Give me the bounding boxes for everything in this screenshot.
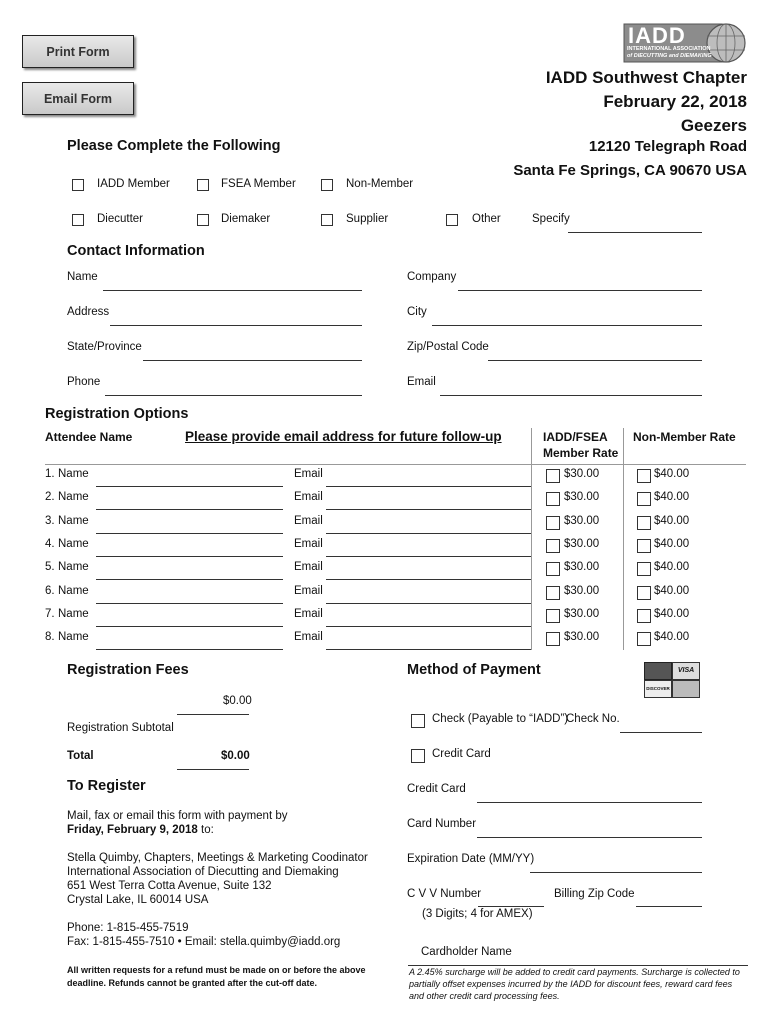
- attendee-number: 6.: [45, 584, 55, 597]
- register-phone: Phone: 1-815-455-7519: [67, 922, 189, 934]
- attendee-email-field[interactable]: [326, 533, 531, 534]
- attendee-email-label: Email: [294, 631, 323, 644]
- name-label: Name: [67, 271, 98, 283]
- attendee-email-field[interactable]: [326, 579, 531, 580]
- register-heading: To Register: [67, 778, 146, 794]
- attendee-email-label: Email: [294, 514, 323, 527]
- non-member-rate-price: $40.00: [654, 584, 690, 597]
- attendee-name-label: Name: [58, 561, 89, 574]
- logo-line2: of DIECUTTING and DIEMAKING: [627, 53, 712, 59]
- logo-line1: INTERNATIONAL ASSOCIATION: [627, 46, 711, 52]
- diemaker-label: Diemaker: [221, 213, 271, 225]
- attendee-email-label: Email: [294, 561, 323, 574]
- attendee-email-label: Email: [294, 491, 323, 504]
- register-street: 651 West Terra Cotta Avenue, Suite 132: [67, 880, 272, 892]
- non-member-rate-checkbox[interactable]: [637, 586, 651, 600]
- discover-icon: DISCOVER: [644, 680, 672, 698]
- member-rate-price: $30.00: [564, 631, 600, 644]
- column-divider-2: [623, 428, 624, 650]
- fees-heading: Registration Fees: [67, 662, 189, 678]
- non-member-rate-price: $40.00: [654, 491, 690, 504]
- iadd-logo: [622, 22, 746, 64]
- attendee-name-label: Name: [58, 514, 89, 527]
- attendee-name-field[interactable]: [96, 486, 283, 487]
- card-logos: [644, 662, 700, 698]
- print-form-button[interactable]: Print Form: [22, 35, 134, 68]
- logo-brand: IADD: [628, 23, 686, 48]
- member-rate-checkbox[interactable]: [546, 516, 560, 530]
- credit-card-option-label: Credit Card: [432, 748, 491, 760]
- attendee-name-field[interactable]: [96, 533, 283, 534]
- specify-field[interactable]: [568, 232, 702, 233]
- credit-card-checkbox[interactable]: [411, 749, 425, 763]
- member-rate-checkbox[interactable]: [546, 469, 560, 483]
- non-member-rate-checkbox[interactable]: [637, 632, 651, 646]
- non-member-rate-header: Non-Member Rate: [633, 430, 736, 444]
- attendee-email-label: Email: [294, 537, 323, 550]
- member-rate-price: $30.00: [564, 514, 600, 527]
- attendee-name-field[interactable]: [96, 556, 283, 557]
- billing-zip-label: Billing Zip Code: [554, 888, 635, 900]
- email-label: Email: [407, 376, 436, 388]
- supplier-checkbox[interactable]: [321, 214, 333, 226]
- refund-policy: All written requests for a refund must be made on or before the above deadline. Refunds cannot be granted after the cut-off date.: [67, 965, 366, 988]
- member-rate-price: $30.00: [564, 491, 600, 504]
- total-amount: $0.00: [221, 750, 250, 762]
- attendee-name-field[interactable]: [96, 626, 283, 627]
- cvv-label: C V V Number: [407, 888, 482, 900]
- attendee-email-field[interactable]: [326, 603, 531, 604]
- iadd-member-label: IADD Member: [97, 178, 170, 190]
- email-form-button[interactable]: Email Form: [22, 82, 134, 115]
- attendee-email-label: Email: [294, 607, 323, 620]
- zip-field[interactable]: [488, 360, 702, 361]
- non-member-rate-price: $40.00: [654, 561, 690, 574]
- member-rate-checkbox[interactable]: [546, 562, 560, 576]
- non-member-rate-price: $40.00: [654, 537, 690, 550]
- non-member-rate-price: $40.00: [654, 607, 690, 620]
- non-member-checkbox[interactable]: [321, 179, 333, 191]
- register-org: International Association of Diecutting and Diemaking: [67, 866, 339, 878]
- non-member-rate-checkbox[interactable]: [637, 492, 651, 506]
- attendee-name-label: Name: [58, 468, 89, 480]
- event-city: Santa Fe Springs, CA 90670 USA: [513, 162, 747, 179]
- diemaker-checkbox[interactable]: [197, 214, 209, 226]
- attendee-name-label: Name: [58, 631, 89, 644]
- check-label: Check (Payable to “IADD”): [432, 713, 569, 725]
- cvv-field[interactable]: [478, 906, 544, 907]
- name-field[interactable]: [103, 290, 362, 291]
- check-no-label: Check No.: [566, 713, 620, 725]
- specify-label: Specify: [532, 213, 570, 225]
- zip-label: Zip/Postal Code: [407, 341, 489, 353]
- table-header-rule: [45, 464, 746, 465]
- attendee-name-field[interactable]: [96, 649, 283, 650]
- non-member-rate-price: $40.00: [654, 468, 690, 480]
- attendee-number: 4.: [45, 537, 55, 550]
- attendee-number: 2.: [45, 491, 55, 504]
- total-line: [177, 769, 249, 770]
- iadd-member-checkbox[interactable]: [72, 179, 84, 191]
- supplier-label: Supplier: [346, 213, 389, 225]
- non-member-label: Non-Member: [346, 178, 414, 190]
- contact-heading: Contact Information: [67, 243, 205, 259]
- non-member-rate-checkbox[interactable]: [637, 516, 651, 530]
- complete-heading: Please Complete the Following: [67, 138, 281, 154]
- amex-icon: [672, 680, 700, 698]
- member-rate-price: $30.00: [564, 468, 600, 480]
- non-member-rate-price: $40.00: [654, 514, 690, 527]
- city-label: City: [407, 306, 427, 318]
- event-date: February 22, 2018: [603, 92, 747, 111]
- attendee-name-label: Name: [58, 584, 89, 597]
- company-field[interactable]: [458, 290, 702, 291]
- fsea-member-label: FSEA Member: [221, 178, 296, 190]
- register-to: to:: [197, 824, 214, 836]
- address-field[interactable]: [110, 325, 362, 326]
- phone-field[interactable]: [105, 395, 362, 396]
- card-number-field[interactable]: [477, 837, 702, 838]
- cardholder-label: Cardholder Name: [421, 946, 512, 958]
- city-field[interactable]: [432, 325, 702, 326]
- member-rate-price: $30.00: [564, 537, 600, 550]
- mastercard-icon: [644, 662, 672, 680]
- surcharge-note: A 2.45% surcharge will be added to credit card payments. Surcharge is collected to partially offset expenses incurred by the IADD for discount fees, reward card fees and other credit card processing fees.: [409, 967, 740, 1001]
- member-rate-checkbox[interactable]: [546, 609, 560, 623]
- attendee-name-label: Name: [58, 491, 89, 504]
- non-member-rate-checkbox[interactable]: [637, 539, 651, 553]
- check-no-field[interactable]: [620, 732, 702, 733]
- credit-card-label: Credit Card: [407, 783, 466, 795]
- member-rate-header-1: IADD/FSEA: [543, 430, 608, 444]
- attendee-name-field[interactable]: [96, 579, 283, 580]
- member-rate-price: $30.00: [564, 561, 600, 574]
- column-divider-1: [531, 428, 532, 650]
- member-rate-checkbox[interactable]: [546, 632, 560, 646]
- attendee-name-field[interactable]: [96, 509, 283, 510]
- other-checkbox[interactable]: [446, 214, 458, 226]
- attendee-number: 8.: [45, 631, 55, 644]
- event-street: 12120 Telegraph Road: [588, 138, 747, 155]
- diecutter-checkbox[interactable]: [72, 214, 84, 226]
- payment-heading: Method of Payment: [407, 662, 541, 678]
- address-label: Address: [67, 306, 110, 318]
- expiration-label: Expiration Date (MM/YY): [407, 853, 535, 865]
- register-contact: Stella Quimby, Chapters, Meetings & Marketing Coodinator: [67, 852, 368, 864]
- attendee-name-field[interactable]: [96, 603, 283, 604]
- member-rate-checkbox[interactable]: [546, 539, 560, 553]
- attendee-email-field[interactable]: [326, 649, 531, 650]
- other-label: Other: [472, 213, 501, 225]
- visa-icon: VISA: [672, 662, 700, 680]
- fee-amount-line: [177, 714, 249, 715]
- attendee-email-field[interactable]: [326, 486, 531, 487]
- member-rate-price: $30.00: [564, 607, 600, 620]
- attendee-email-field[interactable]: [326, 556, 531, 557]
- total-label: Total: [67, 750, 94, 762]
- email-note: Please provide email address for future follow-up: [185, 429, 502, 444]
- attendee-name-header: Attendee Name: [45, 430, 133, 444]
- attendee-name-label: Name: [58, 537, 89, 550]
- attendee-number: 3.: [45, 514, 55, 527]
- state-label: State/Province: [67, 341, 142, 353]
- registration-heading: Registration Options: [45, 406, 189, 422]
- cvv-note: (3 Digits; 4 for AMEX): [422, 908, 533, 920]
- attendee-number: 5.: [45, 561, 55, 574]
- member-rate-checkbox[interactable]: [546, 492, 560, 506]
- register-deadline: Friday, February 9, 2018: [67, 824, 198, 836]
- credit-card-field[interactable]: [477, 802, 702, 803]
- event-venue: Geezers: [680, 116, 747, 135]
- fee-amount: $0.00: [223, 695, 252, 707]
- member-rate-header-2: Member Rate: [543, 446, 619, 460]
- phone-label: Phone: [67, 376, 101, 388]
- subtotal-label: Registration Subtotal: [67, 722, 174, 734]
- non-member-rate-checkbox[interactable]: [637, 562, 651, 576]
- attendee-email-label: Email: [294, 468, 323, 480]
- non-member-rate-checkbox[interactable]: [637, 609, 651, 623]
- email-field[interactable]: [440, 395, 702, 396]
- fsea-member-checkbox[interactable]: [197, 179, 209, 191]
- member-rate-price: $30.00: [564, 584, 600, 597]
- attendee-number: 7.: [45, 607, 55, 620]
- attendee-email-label: Email: [294, 584, 323, 597]
- expiration-field[interactable]: [530, 872, 702, 873]
- attendee-email-field[interactable]: [326, 626, 531, 627]
- attendee-name-label: Name: [58, 607, 89, 620]
- event-title: IADD Southwest Chapter: [545, 68, 747, 87]
- state-field[interactable]: [143, 360, 362, 361]
- check-payment-checkbox[interactable]: [411, 714, 425, 728]
- member-rate-checkbox[interactable]: [546, 586, 560, 600]
- billing-zip-field[interactable]: [636, 906, 702, 907]
- register-mail: Mail, fax or email this form with payment by: [67, 810, 288, 822]
- attendee-number: 1.: [45, 468, 55, 480]
- register-fax-email: Fax: 1-815-455-7510 • Email: stella.quimby@iadd.org: [67, 936, 341, 948]
- register-city: Crystal Lake, IL 60014 USA: [67, 894, 209, 906]
- company-label: Company: [407, 271, 457, 283]
- non-member-rate-checkbox[interactable]: [637, 469, 651, 483]
- card-number-label: Card Number: [407, 818, 477, 830]
- attendee-email-field[interactable]: [326, 509, 531, 510]
- non-member-rate-price: $40.00: [654, 631, 690, 644]
- diecutter-label: Diecutter: [97, 213, 144, 225]
